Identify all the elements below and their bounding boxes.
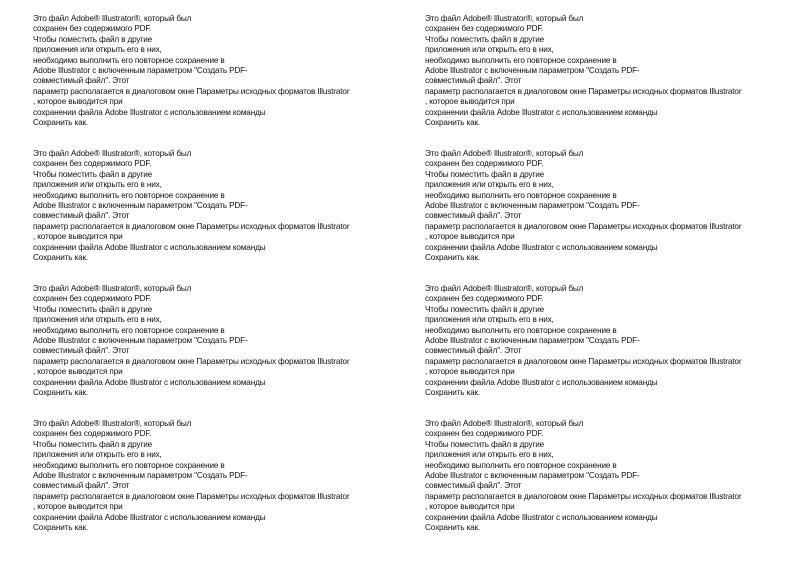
text-line: Adobe Illustrator с включенным параметром "Создать PDF- (33, 471, 248, 481)
text-block-2 (425, 14, 785, 128)
text-line: приложения или открыть его в них, (33, 180, 162, 190)
text-line: совместимый файл". Этот (33, 76, 130, 86)
text-line: параметр располагается в диалоговом окне Параметры исходных форматов Illustrator (33, 491, 350, 501)
text-line: приложения или открыть его в них, (425, 180, 554, 190)
text-line: сохранен без содержимого PDF. (425, 24, 544, 34)
text-line: Чтобы поместить файл в другие (33, 304, 153, 314)
text-line: Сохранить как. (425, 253, 481, 263)
text-line: Сохранить как. (425, 388, 481, 398)
text-line: Adobe Illustrator с включенным параметром "Создать PDF- (425, 201, 640, 211)
text-line: , которое выводится при (33, 502, 123, 512)
text-line: Adobe Illustrator с включенным параметром "Создать PDF- (33, 201, 248, 211)
text-line: Это файл Adobe® Illustrator®, который был (425, 149, 584, 158)
text-line: приложения или открыть его в них, (425, 315, 554, 325)
text-line: Сохранить как. (33, 388, 89, 398)
text-line: параметр располагается в диалоговом окне Параметры исходных форматов Illustrator (425, 86, 742, 96)
text-line: приложения или открыть его в них, (33, 450, 162, 460)
text-line: , которое выводится при (425, 232, 515, 242)
text-line: Adobe Illustrator с включенным параметром "Создать PDF- (425, 471, 640, 481)
text-line: Сохранить как. (425, 118, 481, 128)
text-line: параметр располагается в диалоговом окне Параметры исходных форматов Illustrator (33, 221, 350, 231)
text-line: совместимый файл". Этот (33, 211, 130, 221)
text-line: необходимо выполнить его повторное сохранение в (33, 55, 225, 65)
text-line: Чтобы поместить файл в другие (425, 169, 545, 179)
text-line: сохранен без содержимого PDF. (33, 429, 152, 439)
text-line: Это файл Adobe® Illustrator®, который был (33, 419, 192, 428)
text-line: сохранен без содержимого PDF. (33, 159, 152, 169)
text-line: параметр располагается в диалоговом окне Параметры исходных форматов Illustrator (425, 491, 742, 501)
text-line: Это файл Adobe® Illustrator®, который был (425, 419, 584, 428)
text-line: , которое выводится при (425, 502, 515, 512)
text-line: Чтобы поместить файл в другие (425, 304, 545, 314)
text-line: Сохранить как. (33, 253, 89, 263)
text-line: необходимо выполнить его повторное сохранение в (425, 55, 617, 65)
text-line: Adobe Illustrator с включенным параметром "Создать PDF- (33, 336, 248, 346)
text-line: сохранен без содержимого PDF. (425, 429, 544, 439)
text-line: сохранен без содержимого PDF. (425, 294, 544, 304)
text-block-8 (425, 419, 785, 533)
text-line: необходимо выполнить его повторное сохранение в (33, 325, 225, 335)
text-line: параметр располагается в диалоговом окне Параметры исходных форматов Illustrator (425, 221, 742, 231)
text-line: сохранении файла Adobe Illustrator с использованием команды (425, 377, 658, 387)
text-line: Adobe Illustrator с включенным параметром "Создать PDF- (425, 336, 640, 346)
text-line: , которое выводится при (425, 367, 515, 377)
text-line: приложения или открыть его в них, (425, 450, 554, 460)
text-line: , которое выводится при (33, 367, 123, 377)
text-line: сохранении файла Adobe Illustrator с использованием команды (425, 242, 658, 252)
text-line: Это файл Adobe® Illustrator®, который был (33, 284, 192, 293)
text-line: необходимо выполнить его повторное сохранение в (425, 190, 617, 200)
text-line: сохранен без содержимого PDF. (33, 294, 152, 304)
text-line: сохранении файла Adobe Illustrator с использованием команды (33, 242, 266, 252)
text-block-6 (425, 284, 785, 398)
text-line: сохранении файла Adobe Illustrator с использованием команды (33, 377, 266, 387)
text-line: Чтобы поместить файл в другие (425, 34, 545, 44)
text-block-4 (425, 149, 785, 263)
text-block-1 (33, 14, 393, 128)
text-line: совместимый файл". Этот (425, 481, 522, 491)
text-line: приложения или открыть его в них, (425, 45, 554, 55)
text-line: Сохранить как. (33, 118, 89, 128)
text-line: Это файл Adobe® Illustrator®, который был (33, 149, 192, 158)
text-line: параметр располагается в диалоговом окне Параметры исходных форматов Illustrator (33, 356, 350, 366)
text-line: совместимый файл". Этот (425, 76, 522, 86)
text-line: параметр располагается в диалоговом окне Параметры исходных форматов Illustrator (33, 86, 350, 96)
text-line: необходимо выполнить его повторное сохранение в (33, 190, 225, 200)
text-line: параметр располагается в диалоговом окне Параметры исходных форматов Illustrator (425, 356, 742, 366)
text-line: Сохранить как. (425, 523, 481, 533)
text-line: сохранен без содержимого PDF. (33, 24, 152, 34)
text-line: совместимый файл". Этот (425, 346, 522, 356)
text-block-7 (33, 419, 393, 533)
text-line: Чтобы поместить файл в другие (33, 34, 153, 44)
text-line: необходимо выполнить его повторное сохранение в (33, 460, 225, 470)
text-block-3 (33, 149, 393, 263)
text-line: совместимый файл". Этот (33, 481, 130, 491)
text-line: Сохранить как. (33, 523, 89, 533)
text-line: Это файл Adobe® Illustrator®, который был (425, 14, 584, 23)
text-line: Adobe Illustrator с включенным параметром "Создать PDF- (33, 66, 248, 76)
text-line: Это файл Adobe® Illustrator®, который был (425, 284, 584, 293)
text-line: , которое выводится при (425, 97, 515, 107)
text-line: сохранен без содержимого PDF. (425, 159, 544, 169)
text-line: совместимый файл". Этот (425, 211, 522, 221)
text-line: Это файл Adobe® Illustrator®, который был (33, 14, 192, 23)
text-line: сохранении файла Adobe Illustrator с использованием команды (425, 107, 658, 117)
text-line: приложения или открыть его в них, (33, 315, 162, 325)
text-line: сохранении файла Adobe Illustrator с использованием команды (33, 107, 266, 117)
text-block-5 (33, 284, 393, 398)
text-line: необходимо выполнить его повторное сохранение в (425, 325, 617, 335)
text-line: , которое выводится при (33, 232, 123, 242)
text-line: Чтобы поместить файл в другие (33, 439, 153, 449)
text-line: совместимый файл". Этот (33, 346, 130, 356)
text-line: сохранении файла Adobe Illustrator с использованием команды (33, 512, 266, 522)
text-line: , которое выводится при (33, 97, 123, 107)
text-line: Чтобы поместить файл в другие (425, 439, 545, 449)
text-line: Чтобы поместить файл в другие (33, 169, 153, 179)
text-line: сохранении файла Adobe Illustrator с использованием команды (425, 512, 658, 522)
text-line: необходимо выполнить его повторное сохранение в (425, 460, 617, 470)
text-line: приложения или открыть его в них, (33, 45, 162, 55)
text-line: Adobe Illustrator с включенным параметром "Создать PDF- (425, 66, 640, 76)
